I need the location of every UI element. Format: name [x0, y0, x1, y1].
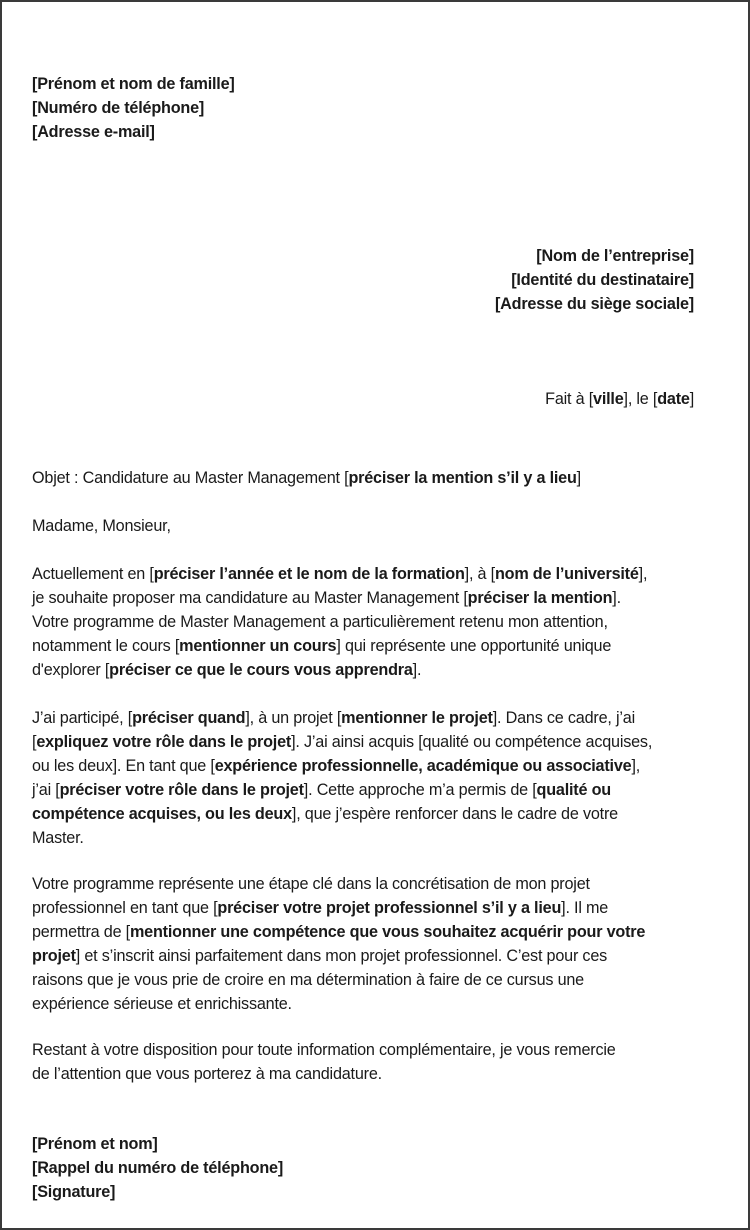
placeholder-run: projet	[32, 947, 76, 965]
subject-placeholder: préciser la mention s’il y a lieu	[348, 469, 577, 487]
paragraph-line	[32, 778, 694, 802]
subject-suffix: ]	[576, 469, 581, 487]
text-run: ], à [	[464, 565, 495, 583]
paragraph-line	[32, 562, 694, 586]
paragraph-line: Master.	[32, 829, 84, 847]
paragraph-line	[32, 706, 694, 730]
paragraph-line	[32, 896, 694, 920]
sender-email: [Adresse e-mail]	[32, 123, 155, 141]
placeholder-run: mentionner une compétence que vous souhaitez acquérir pour votre	[129, 923, 646, 941]
placeholder-run: mentionner un cours	[179, 637, 337, 655]
paragraph-line	[32, 920, 694, 944]
date-placeholder: date	[657, 390, 690, 408]
text-run: notamment le cours [	[32, 637, 180, 655]
placeholder-run: préciser l’année et le nom de la formation	[153, 565, 465, 583]
paragraph-line	[32, 802, 694, 826]
paragraph-closing	[32, 1038, 694, 1086]
paragraph-line	[32, 754, 694, 778]
paragraph-line	[32, 944, 694, 968]
placeholder-run: préciser votre rôle dans le projet	[59, 781, 304, 799]
text-run: permettra de [	[32, 923, 130, 941]
placeholder-run: préciser quand	[132, 709, 246, 727]
paragraph-line: Votre programme de Master Management a particulièrement retenu mon attention,	[32, 613, 608, 631]
placeholder-run: mentionner le projet	[341, 709, 493, 727]
subject-line	[32, 466, 694, 490]
paragraph-experience	[32, 706, 694, 850]
text-run: Actuellement en [	[32, 565, 154, 583]
text-run: ],	[638, 565, 648, 583]
city-placeholder: ville	[593, 390, 624, 408]
text-run: d'explorer [	[32, 661, 110, 679]
text-run: ou les deux]. En tant que [	[32, 757, 215, 775]
date-prefix: Fait à [	[545, 390, 594, 408]
sender-block	[32, 72, 694, 144]
text-run: ] qui représente une opportunité unique	[336, 637, 612, 655]
paragraph-line: de l’attention que vous porterez à ma candidature.	[32, 1065, 382, 1083]
paragraph-line: Votre programme représente une étape clé dans la concrétisation de mon projet	[32, 875, 590, 893]
text-run: ].	[412, 661, 422, 679]
text-run: ], à un projet [	[245, 709, 342, 727]
text-run: ] et s’inscrit ainsi parfaitement dans mon projet professionnel. C’est pour ces	[75, 947, 608, 965]
paragraph-project	[32, 872, 694, 1016]
signature-name: [Prénom et nom]	[32, 1135, 158, 1153]
text-run: j’ai [	[32, 781, 60, 799]
placeholder-run: expérience professionnelle, académique ou associative	[214, 757, 632, 775]
placeholder-run: préciser la mention	[467, 589, 613, 607]
placeholder-run: compétence acquises, ou les deux	[32, 805, 292, 823]
recipient-address: [Adresse du siège sociale]	[494, 295, 694, 313]
recipient-company: [Nom de l’entreprise]	[536, 247, 694, 265]
text-run: [	[32, 733, 37, 751]
date-suffix: ]	[689, 390, 694, 408]
recipient-identity: [Identité du destinataire]	[511, 271, 694, 289]
date-middle: ], le [	[623, 390, 658, 408]
date-line	[32, 387, 694, 411]
paragraph-line	[32, 634, 694, 658]
paragraph-line	[32, 730, 694, 754]
text-run: ]. J’ai ainsi acquis [qualité ou compétence acquises,	[291, 733, 653, 751]
paragraph-line: Restant à votre disposition pour toute information complémentaire, je vous remercie	[32, 1041, 616, 1059]
text-run: J’ai participé, [	[32, 709, 133, 727]
signature-phone: [Rappel du numéro de téléphone]	[32, 1159, 284, 1177]
text-run: ]. Il me	[561, 899, 609, 917]
text-run: professionnel en tant que [	[32, 899, 218, 917]
signature-sign: [Signature]	[32, 1183, 116, 1201]
placeholder-run: expliquez votre rôle dans le projet	[36, 733, 292, 751]
placeholder-run: nom de l’université	[494, 565, 639, 583]
text-run: ]. Cette approche m’a permis de [	[303, 781, 537, 799]
text-run: je souhaite proposer ma candidature au Master Management [	[32, 589, 468, 607]
salutation-text: Madame, Monsieur,	[32, 517, 171, 535]
sender-name: [Prénom et nom de famille]	[32, 75, 235, 93]
paragraph-motivation	[32, 562, 694, 682]
placeholder-run: préciser votre projet professionnel s’il y a lieu	[217, 899, 562, 917]
subject-prefix: Objet : Candidature au Master Management [	[32, 469, 349, 487]
text-run: ],	[631, 757, 641, 775]
paragraph-line: expérience sérieuse et enrichissante.	[32, 995, 292, 1013]
paragraph-line: raisons que je vous prie de croire en ma détermination à faire de ce cursus une	[32, 971, 584, 989]
text-run: ].	[612, 589, 621, 607]
placeholder-run: qualité ou	[536, 781, 611, 799]
placeholder-run: préciser ce que le cours vous apprendra	[109, 661, 413, 679]
signature-block	[32, 1132, 694, 1204]
recipient-block	[32, 244, 694, 316]
text-run: ], que j’espère renforcer dans le cadre de votre	[291, 805, 618, 823]
salutation	[32, 514, 694, 538]
sender-phone: [Numéro de téléphone]	[32, 99, 205, 117]
paragraph-line	[32, 658, 694, 682]
paragraph-line	[32, 586, 694, 610]
text-run: ]. Dans ce cadre, j’ai	[492, 709, 635, 727]
